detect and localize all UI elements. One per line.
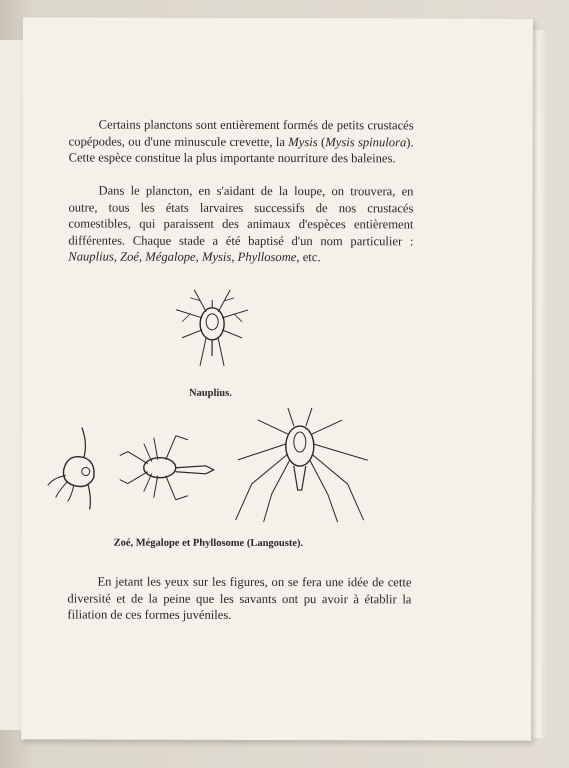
italic-term: Zoé [120,249,140,265]
italic-term: Nauplius [68,249,114,264]
paragraph-3: En jetant les yeux sur les figures, on se fera une idée de cette diversité et de la peine que les savants ont pu avoir à établir la filiation de ces formes juvéniles. [67,574,412,623]
italic-term: Phyllosome [237,250,297,265]
zoe-illustration [44,425,104,511]
paragraph-2: Dans le plancton, en s'aidant de la loupe, on trouvera, en outre, tous les états larvaires successifs de nos crustacés comestibles, qui paraissent des animaux d'espèces entièrement différentes. Chaque stade a été baptisé d'un nom particulier : Nauplius, Zoé, Mégalope, Mysis, Phyllosome, etc. [68,183,414,265]
paragraph-1: Certains planctons sont entièrement formés de petits crustacés copépodes, ou d'une minuscule crevette, la Mysis (Mysis spinulora). Cette espèce constitue la plus importante nourriture des baleines. [68,117,414,166]
italic-term: Mégalope [145,250,196,265]
page-stack-edge [530,30,549,738]
italic-term: Mysis [288,134,318,149]
nauplius-illustration [172,276,252,376]
figure-caption-larvae: Zoé, Mégalope et Phyllosome (Langouste). [113,537,304,550]
book-page [21,17,533,740]
figure-caption-nauplius: Nauplius. [188,387,232,399]
megalope-illustration [118,432,218,504]
italic-term: Mysis spinulora [325,134,407,149]
phyllosome-illustration [228,404,378,524]
italic-term: Mysis [201,250,232,265]
